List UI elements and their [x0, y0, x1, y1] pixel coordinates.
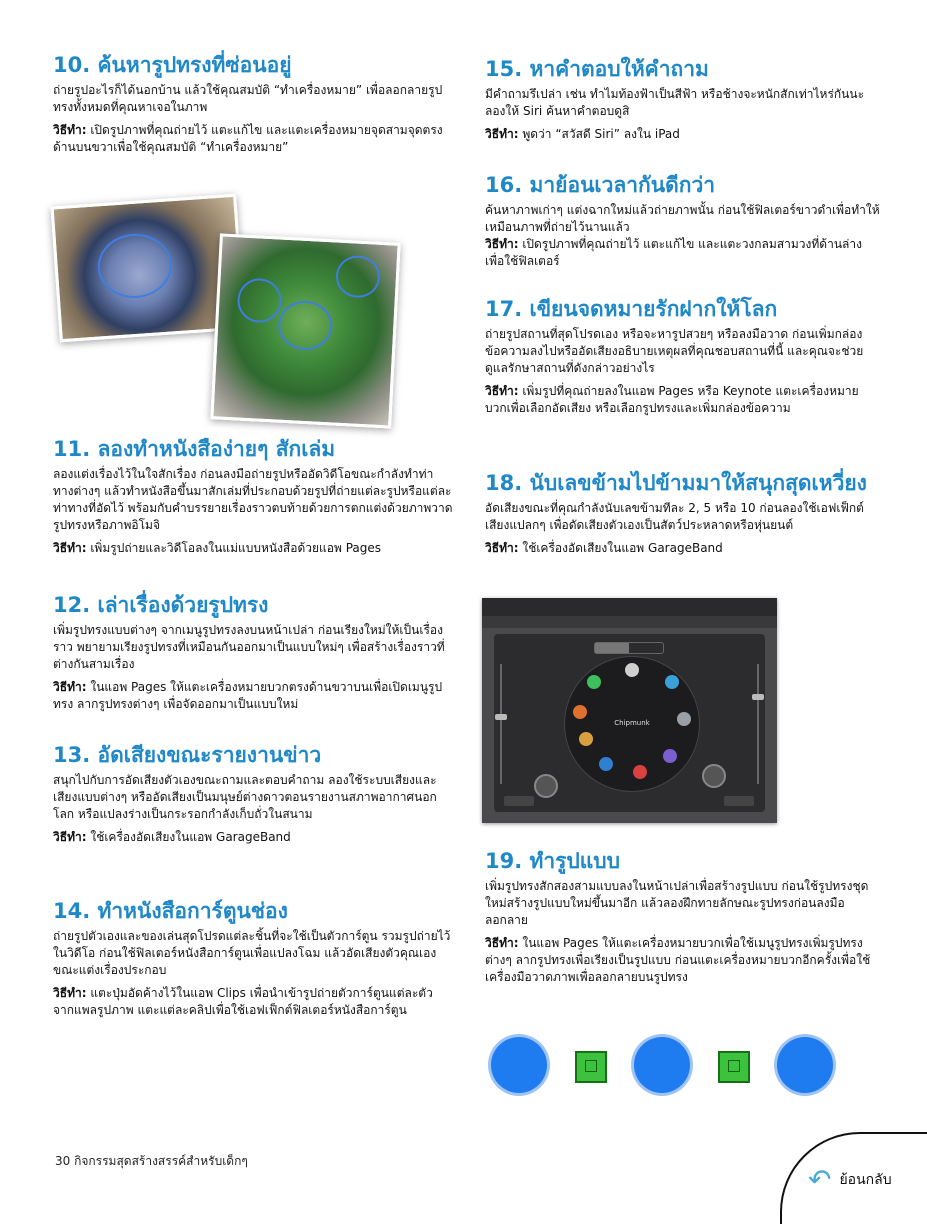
activity-18-how	[485, 540, 885, 557]
how-label: วิธีทำ:	[485, 127, 519, 141]
shape-pattern	[487, 1035, 882, 1095]
activity-13-body: สนุกไปกับการอัดเสียงตัวเองขณะถามและตอบคำถาม ลองใช้ระบบเสียงและเสียงแบบต่างๆ หรืออัดเสียงเป็นมนุษย์ต่างดาวตอนรายงานสภาพอากาศนอกโลก หรือแปลงร่างเป็นกระรอกกำลังเก็บถั่วในสนาม	[53, 773, 437, 821]
gb-toolbar	[482, 598, 777, 616]
activity-12-body: เพิ่มรูปทรงแบบต่างๆ จากเมนูรูปทรงลงบนหน้าเปล่า ก่อนเรียงใหม่ให้เป็นเรื่องราว พยายามเรียงรูปทรงที่เหมือนกันออกมาเป็นแบบใหม่ๆ เพื่อสร้างเรื่องราวที่ต่างกันสามเรื่อง	[53, 623, 445, 671]
alien-icon	[663, 749, 677, 763]
how-label: วิธีทำ:	[485, 384, 519, 398]
garageband-screenshot	[482, 598, 777, 823]
square-outline	[728, 1060, 740, 1072]
activity-11-title: 11. ลองทำหนังสือง่ายๆ สักเล่ม	[53, 437, 336, 461]
gb-pitch-knob	[534, 774, 558, 798]
markup-scribble	[277, 300, 333, 352]
activity-16-body: ค้นหาภาพเก่าๆ แต่งฉากใหม่แล้วถ่ายภาพนั้น ก่อนใช้ฟิลเตอร์ขาวดำเพื่อทำให้เหมือนภาพที่ถ่ายไว้นานแล้ว	[485, 203, 880, 234]
activity-11	[53, 436, 453, 563]
activity-13-title: 13. อัดเสียงขณะรายงานข่าว	[53, 743, 322, 767]
activity-14	[53, 898, 453, 1025]
activity-16	[485, 172, 880, 276]
how-text: ใช้เครื่องอัดเสียงในแอพ GarageBand	[86, 830, 291, 844]
activity-11-how	[53, 540, 453, 557]
activity-10	[53, 52, 453, 162]
gb-right-slider	[757, 664, 759, 784]
gb-right-slider-thumb	[752, 694, 764, 700]
how-text: ในแอพ Pages ให้แตะเครื่องหมายบวกเพื่อใช้เมนูรูปทรงเพิ่มรูปทรงต่างๆ ลากรูปทรงเพื่อเรียงเป็นรูปแบบ ก่อนแตะเครื่องหมายบวกอีกครั้งเพื่อใช้เครื่องมือวาดภาพเพื่อลอกลายบนรูปทรง	[485, 936, 871, 984]
clover-photo	[210, 233, 400, 428]
back-button-label: ย้อนกลับ	[839, 1172, 892, 1188]
activity-12-how	[53, 679, 453, 713]
activity-18	[485, 470, 885, 563]
back-arrow-icon: ↶	[808, 1163, 832, 1196]
gb-left-slider-thumb	[495, 714, 507, 720]
monster-icon	[665, 675, 679, 689]
gb-segment-control	[594, 642, 664, 654]
activity-10-how	[53, 122, 453, 156]
blue-circle-shape	[777, 1037, 833, 1093]
how-text: เพิ่มรูปถ่ายและวิดีโอลงในแม่แบบหนังสือด้วยแอพ Pages	[86, 541, 381, 555]
activity-19-how	[485, 935, 880, 986]
gb-voice-panel	[494, 634, 765, 812]
gb-left-slider	[500, 664, 502, 784]
how-text: ใช้เครื่องอัดเสียงในแอพ GarageBand	[518, 541, 723, 555]
activity-18-body: อัดเสียงขณะที่คุณกำลังนับเลขข้ามทีละ 2, 5 หรือ 10 ก่อนลองใช้เอฟเฟ็กต์เสียงแปลกๆ เพื่อดัดเสียงตัวเองเป็นสัตว์ประหลาดหรือหุ่นยนต์	[485, 501, 864, 532]
gb-ruler	[482, 616, 777, 628]
activity-19-body: เพิ่มรูปทรงสักสองสามแบบลงในหน้าเปล่าเพื่อสร้างรูปแบบ ก่อนใช้รูปทรงชุดใหม่สร้างรูปแบบใหม่ขึ้นมาอีก แล้วลองฝึกทายลักษณะรูปทรงก่อนลงมือลอกลาย	[485, 879, 869, 927]
how-text: เพิ่มรูปที่คุณถ่ายลงในแอพ Pages หรือ Keynote แตะเครื่องหมายบวกเพื่อเลือกอัดเสียง หรือเลือกรูปทรงและเพิ่มกล่องข้อความ	[485, 384, 859, 415]
activity-15-title: 15. หาคำตอบให้คำถาม	[485, 57, 709, 81]
gb-voice-label: Chipmunk	[614, 719, 650, 727]
activity-12	[53, 592, 453, 719]
how-label: วิธีทำ:	[485, 541, 519, 555]
gb-segment-selected	[595, 643, 629, 653]
activity-14-body: ถ่ายรูปตัวเองและของเล่นสุดโปรดแต่ละชิ้นที่จะใช้เป็นตัวการ์ตูน รวมรูปถ่ายไว้ในวิดีโอ ก่อนใช้ฟิลเตอร์หนังสือการ์ตูนเพื่อแปลงโฉม แล้วอัดเสียงตัวคุณเองขณะแต่งเรื่องประกอบ	[53, 929, 451, 977]
activity-14-title: 14. ทำหนังสือการ์ตูนช่อง	[53, 899, 288, 923]
square-outline	[585, 1060, 597, 1072]
how-label: วิธีทำ:	[53, 680, 87, 694]
activity-16-how	[485, 236, 880, 270]
green-square-shape	[718, 1051, 750, 1083]
robot-icon	[677, 712, 691, 726]
how-label: วิธีทำ:	[53, 541, 87, 555]
gb-tone-knob	[702, 764, 726, 788]
how-text: พูดว่า “สวัสดี Siri” ลงใน iPad	[518, 127, 680, 141]
back-button[interactable]	[808, 1163, 892, 1196]
microphone-2-icon	[579, 732, 593, 746]
how-label: วิธีทำ:	[485, 237, 519, 251]
activity-11-body: ลองแต่งเรื่องไว้ในใจสักเรื่อง ก่อนลงมือถ่ายรูปหรืออัดวิดีโอขณะกำลังทำท่าทางต่างๆ แล้วทำหนังสือขึ้นมาสักเล่มที่ประกอบด้วยรูปที่ถ่ายแต่ละรูปหรือแต่ละท่าทางที่อัดไว้ พร้อมกับคำบรรยายเรื่องราวตบท้ายด้วยการตกแต่งด้วยภาพวาด รูปทรงหรือภาพอิโมจิ	[53, 467, 453, 532]
gb-right-button	[724, 796, 754, 806]
how-text: เปิดรูปภาพที่คุณถ่ายไว้ แตะแก้ไข และแตะวงกลมสามวงที่ด้านล่างเพื่อใช้ฟิลเตอร์	[485, 237, 862, 268]
how-text: เปิดรูปภาพที่คุณถ่ายไว้ แตะแก้ไข และแตะเครื่องหมายจุดสามจุดตรงด้านบนขวาเพื่อใช้คุณสมบัติ “ทำเครื่องหมาย”	[53, 123, 443, 154]
how-label: วิธีทำ:	[53, 123, 87, 137]
activity-10-title: 10. ค้นหารูปทรงที่ซ่อนอยู่	[53, 53, 292, 77]
gb-voice-wheel	[564, 656, 700, 792]
activity-19-title: 19. ทำรูปแบบ	[485, 849, 620, 873]
activity-16-title: 16. มาย้อนเวลากันดีกว่า	[485, 173, 716, 197]
activity-18-title: 18. นับเลขข้ามไปข้ามมาให้สนุกสุดเหวี่ยง	[485, 471, 867, 495]
activity-17-title: 17. เขียนจดหมายรักฝากให้โลก	[485, 297, 778, 321]
activity-15-body: มีคำถามรึเปล่า เช่น ทำไมท้องฟ้าเป็นสีฟ้า หรือช้างจะหนักสักเท่าไหร่กันนะ ลองให้ Siri ค้นหาคำตอบดูสิ	[485, 87, 865, 118]
how-label: วิธีทำ:	[53, 986, 87, 1000]
markup-photos	[55, 190, 385, 430]
page-footer: 30 กิจกรรมสุดสร้างสรรค์สำหรับเด็กๆ	[55, 1154, 248, 1168]
activity-13-how	[53, 829, 453, 846]
activity-19	[485, 848, 880, 992]
activity-13	[53, 742, 453, 852]
bubbles-icon	[587, 675, 601, 689]
activity-17-body: ถ่ายรูปสถานที่สุดโปรดเอง หรือจะหารูปสวยๆ หรือลงมือวาด ก่อนเพิ่มกล่องข้อความลงไปหรืออัดเสียงอธิบายเหตุผลที่คุณชอบสถานที่นี้ และคุณจะช่วยดูแลรักษาสถานที่ดังกล่าวอย่างไร	[485, 327, 864, 375]
microphone-icon	[625, 663, 639, 677]
gb-left-button	[504, 796, 534, 806]
how-label: วิธีทำ:	[485, 936, 519, 950]
green-square-shape	[575, 1051, 607, 1083]
chipmunk-icon	[573, 705, 587, 719]
how-label: วิธีทำ:	[53, 830, 87, 844]
activity-17	[485, 296, 880, 423]
activity-12-title: 12. เล่าเรื่องด้วยรูปทรง	[53, 593, 269, 617]
activity-17-how	[485, 383, 880, 417]
how-text: แตะปุ่มอัดค้างไว้ในแอพ Clips เพื่อนำเข้ารูปถ่ายตัวการ์ตูนแต่ละตัวจากแพลรูปภาพ แตะแต่ละคลิปเพื่อใช้เอฟเฟ็กต์ฟิลเตอร์หนังสือการ์ตูน	[53, 986, 433, 1017]
activity-10-body: ถ่ายรูปอะไรก็ได้นอกบ้าน แล้วใช้คุณสมบัติ “ทำเครื่องหมาย” เพื่อลอกลายรูปทรงทั้งหมดที่คุณหาเจอในภาพ	[53, 83, 443, 114]
how-text: ในแอพ Pages ให้แตะเครื่องหมายบวกตรงด้านขวาบนเพื่อเปิดเมนูรูปทรง ลากรูปทรงต่างๆ เพื่อจัดออกมาเป็นแบบใหม่	[53, 680, 443, 711]
telephone-icon	[599, 757, 613, 771]
megaphone-icon	[633, 765, 647, 779]
markup-scribble	[236, 277, 282, 323]
blue-circle-shape	[634, 1037, 690, 1093]
markup-scribble	[335, 255, 381, 299]
activity-15-how	[485, 126, 880, 143]
activity-15	[485, 56, 880, 149]
activity-14-how	[53, 985, 453, 1019]
blue-circle-shape	[491, 1037, 547, 1093]
markup-scribble	[96, 231, 174, 300]
